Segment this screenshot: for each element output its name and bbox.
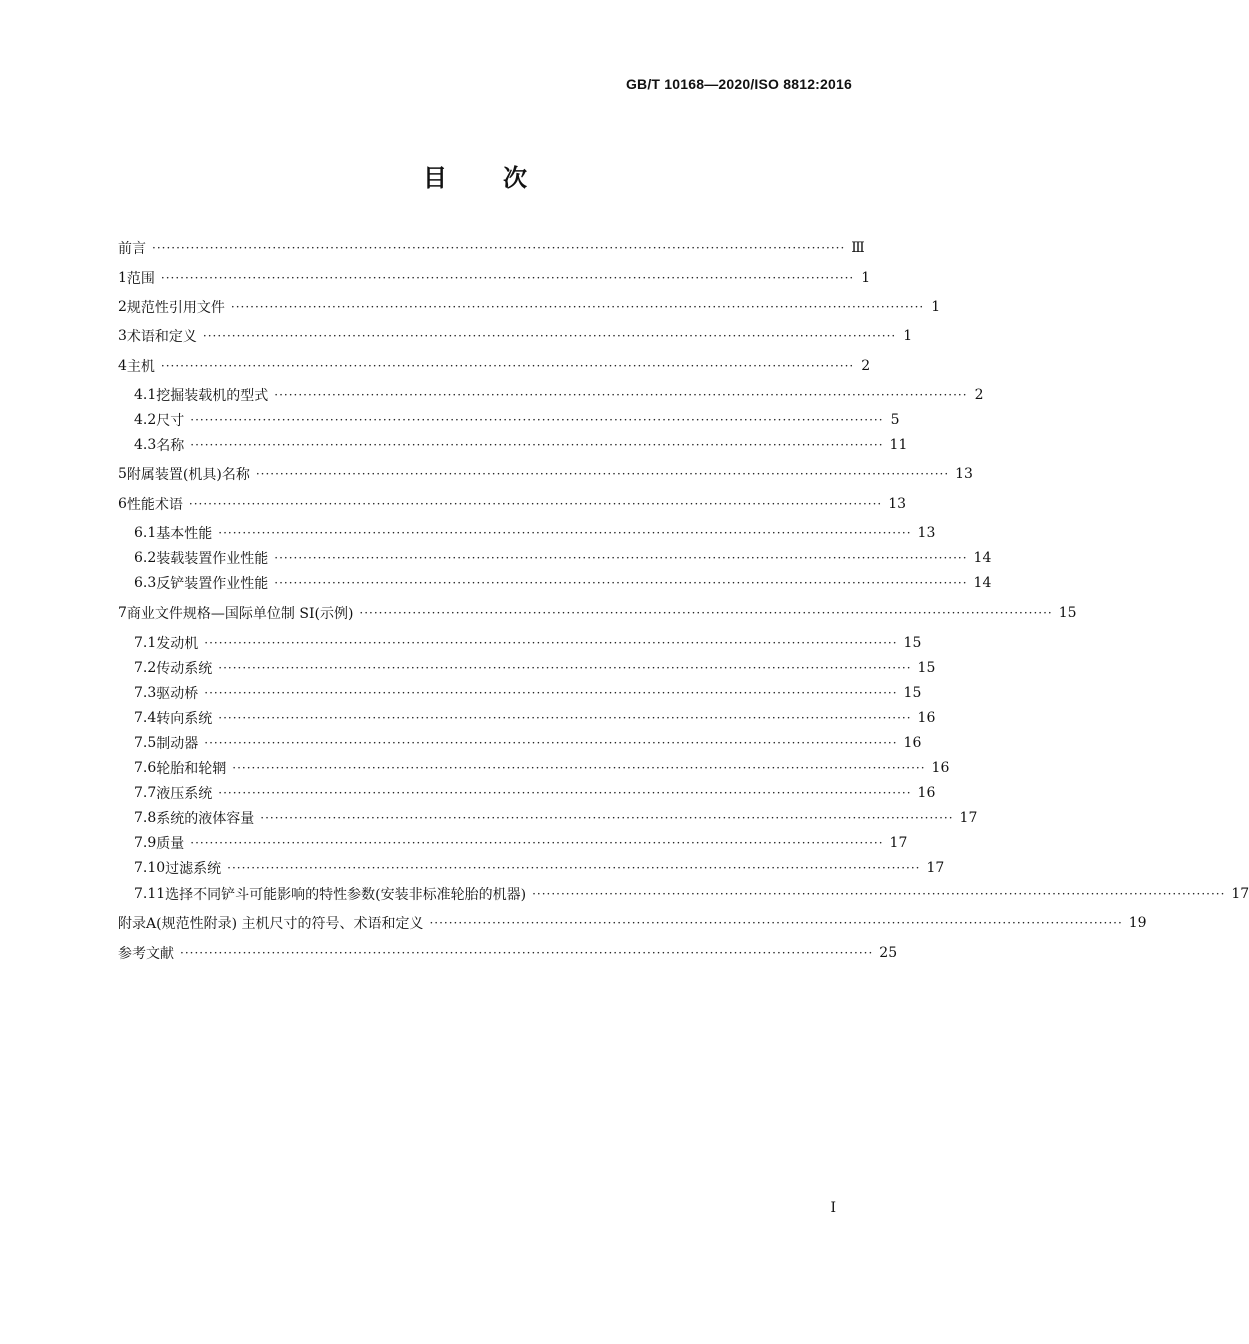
dot-leader: ················································································································································ <box>274 388 968 402</box>
toc-entry-page: 2 <box>974 387 984 403</box>
toc-entry-number: 6.1 <box>134 525 157 541</box>
toc-entry-number: 4 <box>118 358 127 374</box>
toc-entry-number: 5 <box>118 466 127 482</box>
toc-entry-page: 16 <box>917 785 936 801</box>
toc-entry-number: 7 <box>118 605 127 621</box>
dot-leader: ················································································································································ <box>160 271 855 285</box>
toc-entry-page: 5 <box>890 412 900 428</box>
toc-entry-number: 6 <box>118 496 127 512</box>
dot-leader: ················································································································································ <box>160 359 855 373</box>
dot-leader: ················································································································································ <box>255 467 950 481</box>
toc-entry-number: 4.2 <box>134 412 157 428</box>
toc-entry-number: 7.6 <box>134 760 157 776</box>
toc-entry-page: 16 <box>931 760 950 776</box>
dot-leader: ················································································································································ <box>218 661 912 675</box>
toc-entry-number: 4.1 <box>134 387 157 403</box>
toc-entry-number: 7.1 <box>134 635 157 651</box>
dot-leader: ················································································································································ <box>190 438 884 452</box>
dot-leader: ················································································································································ <box>532 887 1226 901</box>
toc-entry-page: 1 <box>931 299 941 315</box>
toc-entry-title: 规范性引用文件 <box>126 300 225 316</box>
toc-entry-title: 驱动桥 <box>156 686 199 702</box>
toc-entry-page: 17 <box>926 860 945 876</box>
toc-entry-number: 6.2 <box>134 550 157 566</box>
toc-entry-page: 13 <box>888 496 907 512</box>
toc-entry-page: 14 <box>973 575 992 591</box>
toc-entry-number: 3 <box>118 328 127 344</box>
toc-subentry[interactable] <box>134 756 950 780</box>
toc-entry-title: 过滤系统 <box>165 861 222 877</box>
toc-entry-title: 液压系统 <box>156 786 213 802</box>
toc-subentry[interactable] <box>134 731 922 755</box>
dot-leader: ················································································································································ <box>274 551 968 565</box>
toc-entry-page: 16 <box>903 735 922 751</box>
toc-entry-number: 7.7 <box>134 785 157 801</box>
toc-entry-page: 25 <box>879 945 898 961</box>
dot-leader: ················································································································································ <box>152 241 846 255</box>
toc-entry-number: 6.3 <box>134 575 157 591</box>
toc-subentry[interactable] <box>134 408 900 432</box>
toc-entry-page: 11 <box>889 437 908 453</box>
toc-subentry[interactable] <box>134 631 922 655</box>
toc-entry-page: 2 <box>861 358 871 374</box>
dot-leader: ················································································································································ <box>230 300 925 314</box>
toc-entry-title: 系统的液体容量 <box>156 811 255 827</box>
toc-entry-title: 轮胎和轮辋 <box>156 761 227 777</box>
toc-entry[interactable] <box>118 266 871 290</box>
toc-entry-page: 17 <box>889 835 908 851</box>
dot-leader: ················································································································································ <box>180 946 874 960</box>
document-code-header: GB/T 10168—2020/ISO 8812:2016 <box>625 76 852 92</box>
toc-entry-title: 主机 <box>126 359 155 375</box>
toc-entry-page: 15 <box>1058 605 1077 621</box>
toc-entry-page: 15 <box>917 660 936 676</box>
dot-leader: ················································································································································ <box>190 836 884 850</box>
toc-entry-number: 7.3 <box>134 685 157 701</box>
toc-entry-title: 术语和定义 <box>126 329 197 345</box>
toc-entry-number: 7.2 <box>134 660 157 676</box>
dot-leader: ················································································································································ <box>204 686 898 700</box>
toc-subentry[interactable] <box>134 521 936 545</box>
toc-entry-title: 挖掘装载机的型式 <box>156 388 269 404</box>
toc-entry-title: 选择不同铲斗可能影响的特性参数(安装非标准轮胎的机器) <box>165 887 527 903</box>
toc-entry-number: 7.11 <box>134 886 166 902</box>
toc-entry-number: 7.9 <box>134 835 157 851</box>
toc-entry-references[interactable] <box>118 941 898 965</box>
toc-entry-title: 参考文献 <box>118 946 174 962</box>
toc-entry-page: 13 <box>955 466 973 482</box>
toc-entry[interactable] <box>118 601 1077 625</box>
toc-subentry[interactable] <box>134 546 992 570</box>
toc-entry-title: 转向系统 <box>156 711 213 727</box>
toc-entry-page: 15 <box>903 635 922 651</box>
toc-entry-title: 反铲装置作业性能 <box>156 576 269 592</box>
toc-subentry[interactable] <box>134 383 984 407</box>
toc-entry-title: 质量 <box>156 836 185 852</box>
dot-leader: ················································································································································ <box>218 786 912 800</box>
toc-entry[interactable] <box>118 324 913 348</box>
toc-subentry[interactable] <box>134 781 936 805</box>
toc-entry-title: 附属装置(机具)名称 <box>126 467 250 483</box>
toc-entry-page: 1 <box>903 328 913 344</box>
toc-entry-page: 19 <box>1128 915 1147 931</box>
toc-subentry[interactable] <box>134 656 936 680</box>
toc-subentry[interactable] <box>134 806 978 830</box>
toc-subentry[interactable] <box>134 882 1249 906</box>
toc-entry-title: 装载装置作业性能 <box>156 551 269 567</box>
toc-entry-title: 发动机 <box>156 636 199 652</box>
toc-entry-number: 7.4 <box>134 710 157 726</box>
toc-entry-title: 商业文件规格—国际单位制 SI(示例) <box>126 606 354 622</box>
toc-entry-appendix-a[interactable] <box>118 911 1147 935</box>
dot-leader: ················································································································································ <box>204 636 898 650</box>
toc-entry-page: Ⅲ <box>851 240 865 256</box>
toc-entry-title: 名称 <box>156 438 185 454</box>
dot-leader: ················································································································································ <box>204 736 898 750</box>
dot-leader: ················································································································································ <box>359 606 1053 620</box>
toc-entry[interactable] <box>118 492 907 516</box>
toc-entry[interactable] <box>118 354 871 378</box>
toc-entry[interactable] <box>118 295 941 319</box>
toc-entry-page: 17 <box>959 810 978 826</box>
page-title: 目次 <box>423 163 583 192</box>
toc-entry-title: 性能术语 <box>126 497 183 513</box>
dot-leader: ················································································································································ <box>274 576 968 590</box>
toc-entry-number: 4.3 <box>134 437 157 453</box>
toc-entry-number: 7.10 <box>134 860 166 876</box>
toc-subentry[interactable] <box>134 571 992 595</box>
toc-entry-number: 2 <box>118 299 127 315</box>
toc-entry-page: 13 <box>917 525 936 541</box>
dot-leader: ················································································································································ <box>260 811 954 825</box>
toc-entry-title: 前言 <box>118 241 146 257</box>
toc-subentry[interactable] <box>134 706 936 730</box>
toc-entry-title: 范围 <box>126 271 155 287</box>
toc-entry-page: 17 <box>1231 886 1249 902</box>
dot-leader: ················································································································································ <box>218 526 912 540</box>
dot-leader: ················································································································································ <box>188 497 883 511</box>
toc-entry-title: 附录A(规范性附录) 主机尺寸的符号、术语和定义 <box>118 916 424 932</box>
dot-leader: ················································································································································ <box>227 861 921 875</box>
toc-subentry[interactable] <box>134 856 945 880</box>
dot-leader: ················································································································································ <box>232 761 926 775</box>
toc-entry-page: 14 <box>973 550 992 566</box>
dot-leader: ················································································································································ <box>429 916 1123 930</box>
toc-entry-title: 基本性能 <box>156 526 213 542</box>
toc-entry[interactable] <box>118 462 973 486</box>
toc-subentry[interactable] <box>134 433 908 457</box>
toc-entry-foreword[interactable] <box>118 236 865 260</box>
toc-entry-title: 传动系统 <box>156 661 213 677</box>
toc-entry-number: 1 <box>118 270 127 286</box>
dot-leader: ················································································································································ <box>190 413 884 427</box>
toc-entry-number: 7.8 <box>134 810 157 826</box>
toc-entry-number: 7.5 <box>134 735 157 751</box>
toc-entry-page: 1 <box>861 270 871 286</box>
toc-entry-title: 尺寸 <box>156 413 185 429</box>
toc-entry-page: 16 <box>917 710 936 726</box>
dot-leader: ················································································································································ <box>202 329 897 343</box>
toc-entry-page: 15 <box>903 685 922 701</box>
toc-entry-title: 制动器 <box>156 736 199 752</box>
dot-leader: ················································································································································ <box>218 711 912 725</box>
page-number: I <box>830 1200 836 1216</box>
toc-subentry[interactable] <box>134 831 908 855</box>
toc-subentry[interactable] <box>134 681 922 705</box>
